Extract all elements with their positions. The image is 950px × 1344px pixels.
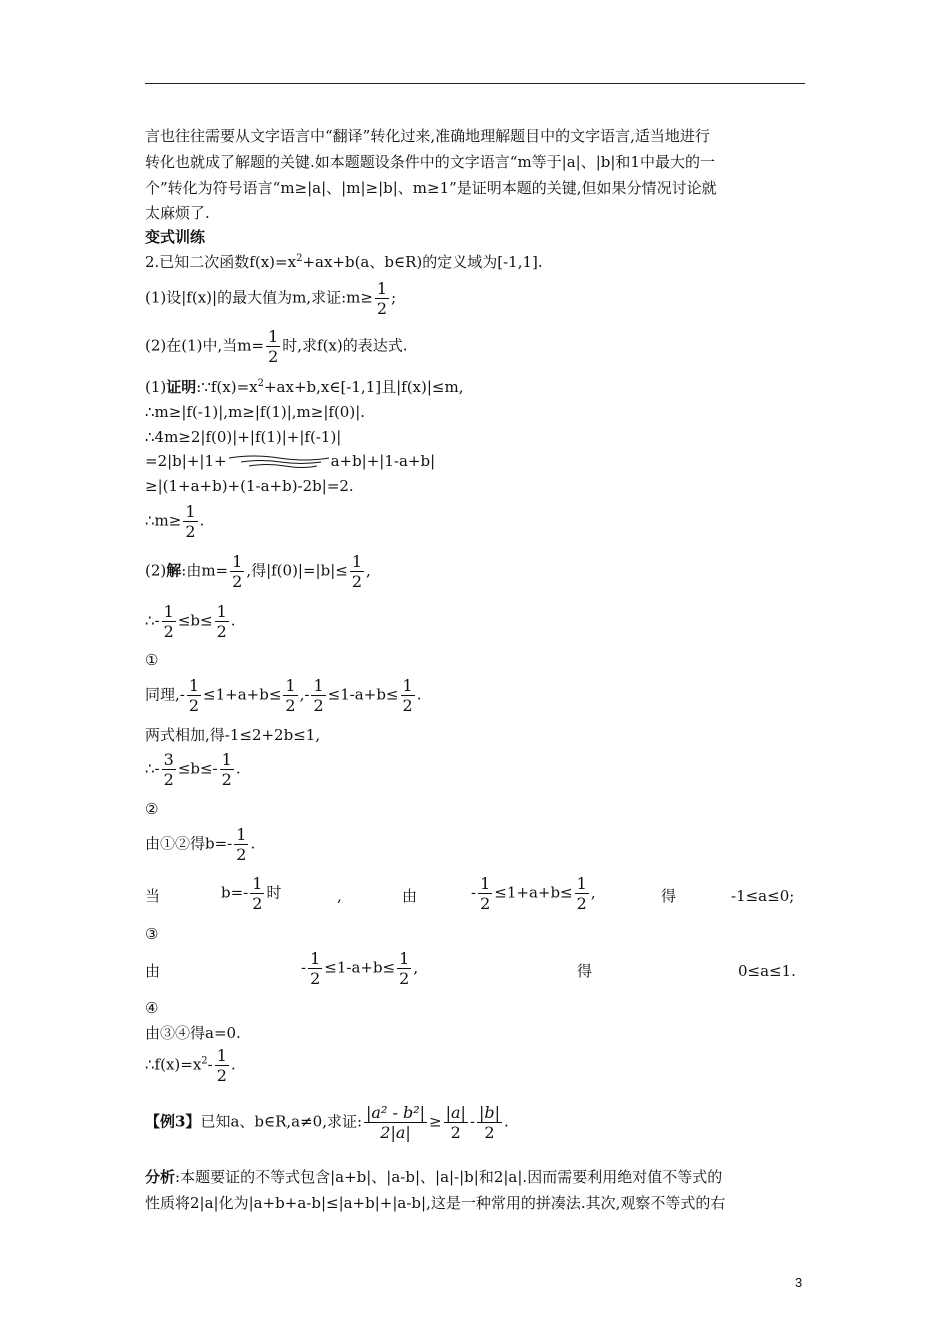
intro-line-3: 个”转化为符号语言“m≥|a|、|m|≥|b|、m≥1”是证明本题的关键,但如果分情况讨论就	[145, 179, 717, 197]
solution-line-6: 由①②得b=- $\frac{1}{2}$ .	[145, 825, 256, 864]
fraction: $\frac{1}{2}$	[268, 327, 279, 366]
fraction: $\frac{|b|}{2}$	[478, 1103, 501, 1142]
equation-marker-4: ④	[145, 999, 159, 1017]
intro-line-1: 言也往往需要从文字语言中“翻译”转化过来,准确地理解题目中的文字语言,适当地进行	[145, 127, 710, 145]
solution-line-7: 当 b=- $\frac{1}{2}$ 时 , 由 - $\frac{1}{2}$ ≤1+a+b≤ $\frac{1}{2}$ , 得 -1≤a≤0;	[145, 874, 795, 913]
solution-line-4: 两式相加,得-1≤2+2b≤1,	[145, 726, 321, 744]
fraction: $\frac{1}{2}$	[236, 825, 247, 864]
proof-line-4: =2|b|+|1+ a+b|+|1-a+b|	[145, 452, 436, 470]
section-title: 变式训练	[145, 228, 206, 246]
solution-line-9: 由③④得a=0.	[145, 1024, 241, 1042]
intro-line-2: 转化也就成了解题的关键.如本题题设条件中的文字语言“m等于|a|、|b|和1中最大的一	[145, 153, 715, 171]
proof-line-3: ∴4m≥2|f(0)|+|f(1)|+|f(-1)|	[145, 428, 342, 446]
page-number: 3	[795, 1275, 803, 1290]
solution-conclusion: $\therefore f(x)=x^2-$ $\frac{1}{2}$ .	[145, 1046, 236, 1085]
fraction: $\frac{1}{2}$	[376, 279, 388, 318]
solution-line-5: ∴- $\frac{3}{2}$ ≤b≤- $\frac{1}{2}$ .	[145, 750, 241, 789]
fraction: $\frac{1}{2}$	[351, 552, 363, 591]
solution-line-1: (2)解:由m= $\frac{1}{2}$ ,得|f(0)|=|b|≤ $\frac{1}{2}$ ,	[145, 552, 371, 591]
fraction: $\frac{1}{2}$	[163, 602, 174, 641]
wavy-underline-mark	[227, 455, 331, 469]
fraction: $\frac{1}{2}$	[216, 602, 227, 641]
fraction: $\frac{1}{2}$	[480, 874, 491, 913]
proof-line-5: ≥|(1+a+b)+(1-a+b)-2b|=2.	[145, 477, 354, 495]
fraction: $\frac{\text{|a² - b²|}}{2|a|}$	[366, 1103, 425, 1142]
intro-line-4: 太麻烦了.	[145, 204, 210, 222]
fraction: $\frac{1}{2}$	[576, 874, 587, 913]
fraction: $\frac{1}{2}$	[188, 676, 200, 715]
problem-part-2: (2)在(1)中,当m= $\frac{1}{2}$ 时,求f(x)的表达式.	[145, 327, 408, 366]
equation-marker-1: ①	[145, 651, 159, 669]
fraction: $\frac{1}{2}$	[216, 1046, 227, 1085]
fraction: $\frac{1}{2}$	[221, 750, 232, 789]
header-rule	[145, 83, 805, 84]
proof-conclusion: ∴m≥ $\frac{1}{2}$ .	[145, 502, 205, 541]
fraction: $\frac{3}{2}$	[163, 750, 174, 789]
fraction: $\frac{1}{2}$	[310, 949, 321, 988]
fraction: $\frac{1}{2}$	[399, 949, 410, 988]
fraction: $\frac{1}{2}$	[313, 676, 324, 715]
fraction: $\frac{|a|}{2}$	[445, 1103, 466, 1142]
equation-marker-2: ②	[145, 800, 159, 818]
problem-stem: 2.已知二次函数$f(x)=x^2+ax+b(a$、b∈R)的定义域为[-1,1].	[145, 253, 543, 271]
proof-line-2: ∴m≥|f(-1)|,m≥|f(1)|,m≥|f(0)|.	[145, 403, 366, 421]
fraction: $\frac{1}{2}$	[252, 874, 263, 913]
proof-line-1: (1)证明$:\because f(x)=x^2+ax+b,x\in[-1,1]$且|f(x)|≤m,	[145, 378, 464, 396]
solution-line-2: ∴- $\frac{1}{2}$ ≤b≤ $\frac{1}{2}$ .	[145, 602, 236, 641]
fraction: $\frac{1}{2}$	[232, 552, 243, 591]
analysis-line-1: 分析:本题要证的不等式包含|a+b|、|a-b|、|a|-|b|和2|a|.因而需要利用绝对值不等式的	[145, 1168, 723, 1186]
solution-line-3: 同理,- $\frac{1}{2}$ ≤1+a+b≤ $\frac{1}{2}$ ,- $\frac{1}{2}$ ≤1-a+b≤ $\frac{1}{2}$ .	[145, 676, 422, 715]
problem-part-1: (1)设|f(x)|的最大值为m,求证:m≥ $\frac{1}{2}$ ;	[145, 279, 397, 318]
equation-marker-3: ③	[145, 925, 159, 943]
fraction: $\frac{1}{2}$	[285, 676, 296, 715]
solution-line-8: 由 - $\frac{1}{2}$ ≤1-a+b≤ $\frac{1}{2}$ , 得 0≤a≤1.	[145, 949, 796, 988]
fraction: $\frac{1}{2}$	[185, 502, 196, 541]
analysis-line-2: 性质将2|a|化为|a+b+a-b|≤|a+b|+|a-b|,这是一种常用的拼凑法.其次,观察不等式的右	[145, 1194, 726, 1212]
fraction: $\frac{1}{2}$	[402, 676, 413, 715]
example-3: 【例3】已知a、b∈R,a≠0,求证: $\frac{\text{|a² - b²|}}{2|a|}$ ≥ $\frac{|a|}{2}$ - $\frac{|b|}{2}$ .	[145, 1103, 509, 1142]
